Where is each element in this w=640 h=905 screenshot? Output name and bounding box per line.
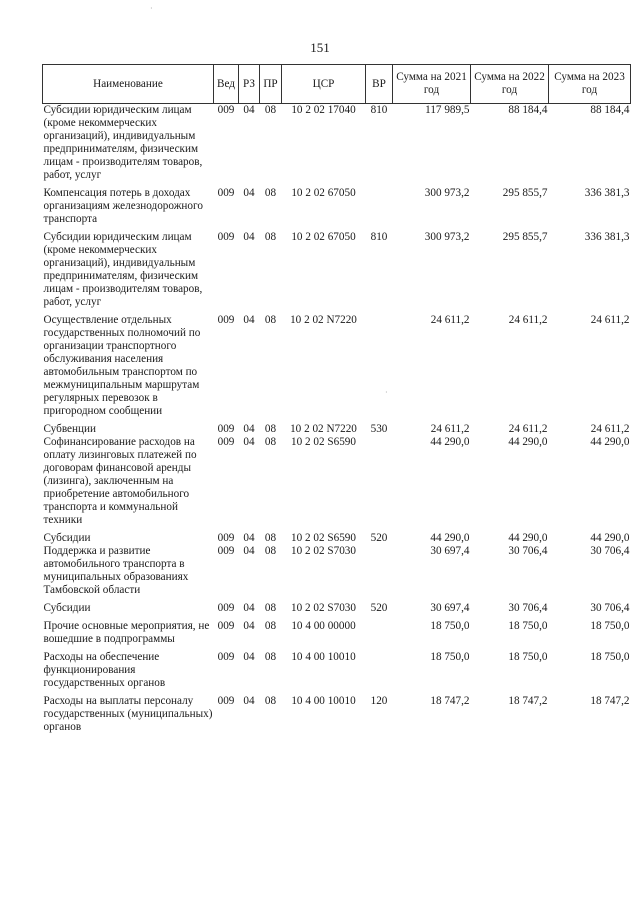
row-sum-2022: 18 750,0 [508, 651, 548, 663]
row-csr: 10 4 00 10010 [291, 695, 356, 707]
row-csr: 10 2 02 17040 [291, 104, 356, 116]
row-ved: 009 [217, 695, 235, 707]
row-rz: 04 [243, 231, 255, 243]
table-row [43, 615, 631, 646]
row-name: Субсидии [43, 602, 91, 614]
row-sum-2022: 44 290,0 [508, 436, 548, 448]
row-ved: 009 [217, 231, 235, 243]
budget-table [42, 64, 631, 734]
row-sum-2021: 300 973,2 [424, 187, 470, 199]
row-pr: 08 [264, 545, 277, 557]
row-pr: 08 [264, 187, 277, 199]
row-sum-2023: 24 611,2 [590, 423, 630, 435]
row-sum-2022: 30 706,4 [508, 602, 548, 614]
row-sum-2023: 88 184,4 [590, 104, 630, 116]
header-rz: РЗ [239, 65, 260, 104]
row-name: Прочие основные мероприятия, не вошедшие в подпрограммы [43, 620, 210, 645]
row-sum-2023: 44 290,0 [590, 436, 630, 448]
row-pr: 08 [264, 436, 277, 448]
row-vr [366, 545, 393, 597]
row-sum-2022: 44 290,0 [508, 532, 548, 544]
row-rz: 04 [243, 532, 255, 544]
row-name: Поддержка и развитие автомобильного транспорта в муниципальных образованиях Тамбовской области [43, 545, 189, 596]
row-pr: 08 [264, 314, 277, 326]
row-ved: 009 [217, 651, 235, 663]
row-pr: 08 [264, 532, 277, 544]
row-rz: 04 [243, 104, 255, 116]
header-sum-2021: Сумма на 2021 год [393, 65, 471, 104]
table-row [43, 597, 631, 615]
scan-speck: · [385, 388, 388, 397]
row-sum-2022: 18 750,0 [508, 620, 548, 632]
table-row [43, 436, 631, 527]
row-pr: 08 [264, 602, 277, 614]
row-sum-2022: 295 855,7 [502, 231, 548, 243]
row-name: Расходы на обеспечение функционирования государственных органов [43, 651, 166, 689]
table-row [43, 104, 631, 183]
row-ved: 009 [217, 436, 235, 448]
row-ved: 009 [217, 423, 235, 435]
row-csr: 10 2 02 S6590 [291, 436, 356, 448]
row-name: Субсидии юридическим лицам (кроме некоммерческих организаций), индивидуальным предпринимателям, физическим лицам - производителям товаров, работ, услуг [43, 104, 203, 181]
row-csr: 10 2 02 S7030 [291, 545, 356, 557]
row-sum-2021: 18 750,0 [430, 620, 470, 632]
row-sum-2022: 18 747,2 [508, 695, 548, 707]
row-rz: 04 [243, 423, 255, 435]
row-ved: 009 [217, 620, 235, 632]
row-name: Субвенции [43, 423, 96, 435]
scan-speck: · [150, 4, 153, 13]
table-row [43, 418, 631, 436]
row-rz: 04 [243, 602, 255, 614]
row-sum-2023: 18 747,2 [590, 695, 630, 707]
row-sum-2023: 24 611,2 [590, 314, 630, 326]
row-vr [366, 615, 393, 646]
row-rz: 04 [243, 436, 255, 448]
row-sum-2022: 30 706,4 [508, 545, 548, 557]
row-ved: 009 [217, 187, 235, 199]
row-name: Осуществление отдельных государственных полномочий по организации транспортного обслуживания населения автомобильным транспортом по межмуниципальным маршрутам регулярных перевозок в пригородном сообщении [43, 314, 201, 417]
table-row [43, 646, 631, 690]
header-pr: ПР [260, 65, 282, 104]
header-csr: ЦСР [282, 65, 366, 104]
row-vr: 520 [370, 532, 388, 544]
row-name: Софинансирование расходов на оплату лизинговых платежей по договорам финансовой аренды (лизинга), заключенным на приобретение автомобильного транспорта и коммунальной техники [43, 436, 197, 526]
row-ved: 009 [217, 602, 235, 614]
row-vr [366, 309, 393, 418]
row-vr: 530 [370, 423, 388, 435]
row-ved: 009 [217, 314, 235, 326]
row-sum-2021: 44 290,0 [430, 532, 470, 544]
header-sum-2023: Сумма на 2023 год [549, 65, 631, 104]
row-sum-2021: 24 611,2 [430, 314, 470, 326]
row-csr: 10 2 02 67050 [291, 187, 356, 199]
row-sum-2021: 30 697,4 [430, 545, 470, 557]
table-row [43, 309, 631, 418]
row-rz: 04 [243, 620, 255, 632]
row-name: Субсидии юридическим лицам (кроме некоммерческих организаций), индивидуальным предпринимателям, физическим лицам - производителям товаров, работ, услуг [43, 231, 203, 308]
row-rz: 04 [243, 651, 255, 663]
row-sum-2023: 30 706,4 [590, 602, 630, 614]
row-ved: 009 [217, 104, 235, 116]
row-rz: 04 [243, 314, 255, 326]
row-sum-2021: 18 750,0 [430, 651, 470, 663]
row-pr: 08 [264, 231, 277, 243]
table-row [43, 226, 631, 309]
row-pr: 08 [264, 651, 277, 663]
row-vr [366, 436, 393, 527]
table-row [43, 690, 631, 734]
row-sum-2023: 18 750,0 [590, 651, 630, 663]
row-sum-2022: 24 611,2 [508, 423, 548, 435]
row-ved: 009 [217, 545, 235, 557]
header-vr: ВР [366, 65, 393, 104]
row-sum-2022: 295 855,7 [502, 187, 548, 199]
row-sum-2021: 18 747,2 [430, 695, 470, 707]
row-csr: 10 2 02 S7030 [291, 602, 356, 614]
row-vr: 520 [370, 602, 388, 614]
row-name: Расходы на выплаты персоналу государственных (муниципальных) органов [43, 695, 213, 733]
row-sum-2021: 24 611,2 [430, 423, 470, 435]
row-vr: 810 [370, 104, 388, 116]
table-row [43, 182, 631, 226]
row-pr: 08 [264, 104, 277, 116]
row-rz: 04 [243, 545, 255, 557]
header-name: Наименование [43, 65, 214, 104]
row-rz: 04 [243, 187, 255, 199]
row-pr: 08 [264, 423, 277, 435]
row-csr: 10 2 02 N7220 [290, 314, 357, 326]
header-sum-2022: Сумма на 2022 год [471, 65, 549, 104]
row-sum-2022: 88 184,4 [508, 104, 548, 116]
table-row [43, 527, 631, 545]
row-sum-2021: 44 290,0 [430, 436, 470, 448]
row-pr: 08 [264, 695, 277, 707]
row-pr: 08 [264, 620, 277, 632]
row-vr: 810 [370, 231, 388, 243]
table-row [43, 545, 631, 597]
row-csr: 10 2 02 67050 [291, 231, 356, 243]
row-csr: 10 2 02 S6590 [291, 532, 356, 544]
row-vr [366, 646, 393, 690]
row-sum-2023: 336 381,3 [584, 231, 630, 243]
row-vr: 120 [370, 695, 388, 707]
row-sum-2021: 300 973,2 [424, 231, 470, 243]
row-csr: 10 2 02 N7220 [290, 423, 357, 435]
row-sum-2022: 24 611,2 [508, 314, 548, 326]
row-ved: 009 [217, 532, 235, 544]
row-csr: 10 4 00 10010 [291, 651, 356, 663]
row-rz: 04 [243, 695, 255, 707]
row-name: Компенсация потерь в доходах организациям железнодорожного транспорта [43, 187, 203, 225]
row-name: Субсидии [43, 532, 91, 544]
row-sum-2023: 30 706,4 [590, 545, 630, 557]
page-number: 151 [310, 40, 330, 55]
row-sum-2023: 18 750,0 [590, 620, 630, 632]
header-ved: Вед [214, 65, 239, 104]
row-sum-2023: 336 381,3 [584, 187, 630, 199]
row-sum-2021: 117 989,5 [425, 104, 470, 116]
row-csr: 10 4 00 00000 [291, 620, 356, 632]
row-sum-2021: 30 697,4 [430, 602, 470, 614]
table-header-row [43, 65, 631, 104]
row-vr [366, 182, 393, 226]
row-sum-2023: 44 290,0 [590, 532, 630, 544]
